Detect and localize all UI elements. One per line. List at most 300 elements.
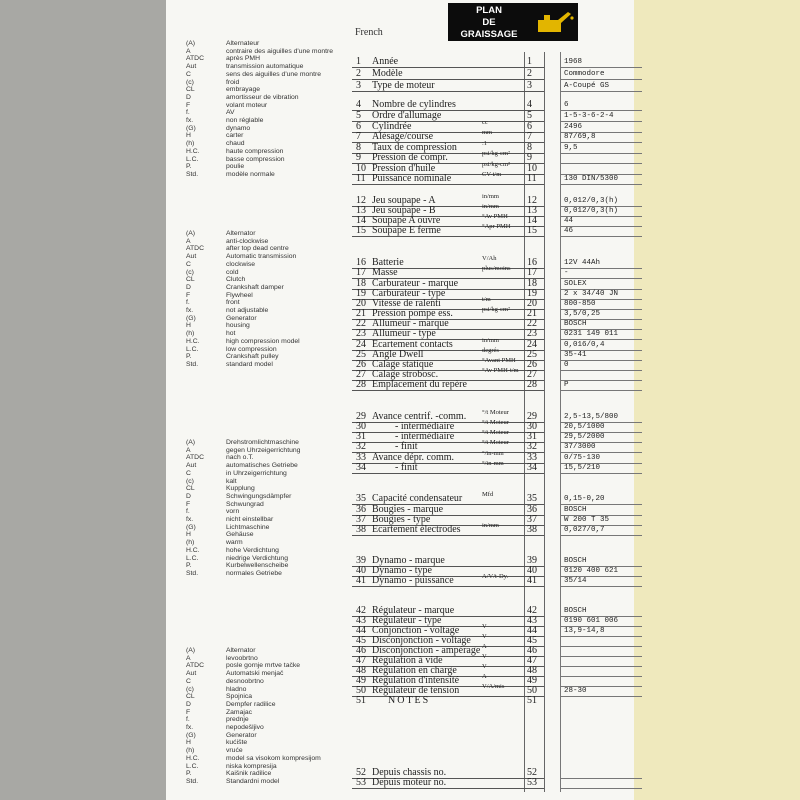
legend-abbreviation: L.C. bbox=[186, 345, 199, 353]
row-number-right: 31 bbox=[527, 431, 537, 442]
row-number-right: 19 bbox=[527, 288, 537, 299]
row-number: 52 bbox=[356, 767, 366, 778]
legend-meaning: levoobrtno bbox=[226, 654, 258, 662]
legend-abbreviation: ATDC bbox=[186, 245, 204, 253]
row-rule bbox=[560, 79, 642, 80]
legend-meaning: contraire des aiguilles d'une montre bbox=[226, 47, 334, 55]
row-number: 13 bbox=[356, 205, 366, 216]
row-rule bbox=[524, 788, 544, 789]
row-unit: degrés bbox=[482, 347, 499, 354]
row-number: 2 bbox=[356, 68, 361, 79]
spec-row bbox=[0, 69, 800, 79]
row-value: 130 DIN/5300 bbox=[564, 175, 619, 183]
spec-row bbox=[0, 171, 800, 184]
row-rule bbox=[524, 91, 544, 92]
row-number-right: 12 bbox=[527, 195, 537, 206]
row-value: 35-41 bbox=[564, 351, 587, 359]
legend-abbreviation: ATDC bbox=[186, 662, 204, 670]
spec-row bbox=[0, 439, 800, 452]
row-rule bbox=[524, 236, 544, 237]
legend-abbreviation: P. bbox=[186, 353, 192, 361]
legend-abbreviation: CL bbox=[186, 693, 195, 701]
row-number-right: 48 bbox=[527, 665, 537, 676]
legend-meaning: Spojnica bbox=[226, 693, 253, 701]
row-number: 38 bbox=[356, 524, 366, 535]
legend-abbreviation: Std. bbox=[186, 777, 199, 785]
row-number: 37 bbox=[356, 514, 366, 525]
row-label: Régulateur de tension bbox=[372, 685, 460, 696]
legend-meaning: kalt bbox=[226, 477, 237, 485]
legend-meaning: vruće bbox=[226, 747, 243, 755]
legend-abbreviation: H bbox=[186, 322, 191, 330]
row-rule bbox=[560, 184, 642, 185]
row-rule bbox=[352, 236, 524, 237]
legend-meaning: front bbox=[226, 299, 240, 307]
row-number-right: 21 bbox=[527, 308, 537, 319]
row-unit: V bbox=[482, 663, 487, 670]
row-unit: V/A/mis bbox=[482, 683, 505, 690]
legend-abbreviation: f. bbox=[186, 716, 190, 724]
row-number-right: 36 bbox=[527, 504, 537, 515]
row-rule bbox=[352, 184, 524, 185]
spec-row bbox=[0, 696, 800, 706]
row-number-right: 11 bbox=[527, 173, 537, 184]
legend-meaning: desnoobrtno bbox=[226, 677, 264, 685]
row-unit: psi/kg-cm² bbox=[482, 306, 510, 313]
legend-meaning: haute compression bbox=[226, 147, 284, 155]
row-label: Soupape A ouvre bbox=[372, 215, 441, 226]
row-unit: mm bbox=[482, 129, 493, 136]
row-number: 30 bbox=[356, 421, 366, 432]
legend-meaning: prednje bbox=[226, 716, 249, 724]
row-label: Masse bbox=[372, 267, 398, 278]
badge-line-2: DE bbox=[482, 17, 496, 28]
legend-abbreviation: A bbox=[186, 654, 191, 662]
row-value: BOSCH bbox=[564, 506, 587, 514]
row-unit: °Avant PMH bbox=[482, 357, 516, 364]
spec-row bbox=[0, 522, 800, 535]
legend-abbreviation: f. bbox=[186, 299, 190, 307]
row-label: Régulateur - type bbox=[372, 615, 442, 626]
row-number: 24 bbox=[356, 339, 366, 350]
legend-abbreviation: L.C. bbox=[186, 155, 199, 163]
row-value: 15,5/210 bbox=[564, 464, 601, 472]
row-value: 87/69,8 bbox=[564, 133, 596, 141]
row-unit: :1 bbox=[482, 140, 488, 147]
row-unit: in/mm bbox=[482, 337, 499, 344]
row-label: Type de moteur bbox=[372, 80, 435, 91]
row-value: 2496 bbox=[564, 123, 583, 131]
row-number-right: 25 bbox=[527, 349, 537, 360]
row-number-right: 2 bbox=[527, 68, 532, 79]
row-label: Conjonction - voltage bbox=[372, 625, 460, 636]
row-label: Modèle bbox=[372, 68, 403, 79]
row-label: - finit bbox=[395, 441, 418, 452]
row-unit: in/mm bbox=[482, 193, 499, 200]
legend-meaning: dynamo bbox=[226, 124, 251, 132]
row-number: 1 bbox=[356, 56, 361, 67]
row-label: Angle Dwell bbox=[372, 349, 424, 360]
row-number-right: 44 bbox=[527, 625, 537, 636]
row-number: 23 bbox=[356, 328, 366, 339]
row-number: 51 bbox=[356, 695, 366, 706]
row-number: 27 bbox=[356, 369, 366, 380]
row-unit: °/t Moteur bbox=[482, 429, 509, 436]
row-value: 1-5-3-6-2-4 bbox=[564, 112, 614, 120]
legend-abbreviation: D bbox=[186, 492, 191, 500]
row-number: 35 bbox=[356, 493, 366, 504]
row-label: Bougies - type bbox=[372, 514, 431, 525]
row-number: 18 bbox=[356, 278, 366, 289]
legend-abbreviation: (c) bbox=[186, 477, 194, 485]
legend-abbreviation: (h) bbox=[186, 539, 195, 547]
row-label: Allumeur - marque bbox=[372, 318, 449, 329]
legend-meaning: warm bbox=[226, 539, 243, 547]
legend-meaning: Clutch bbox=[226, 276, 246, 284]
row-value: 29,5/2000 bbox=[564, 433, 605, 441]
legend-abbreviation: (G) bbox=[186, 124, 196, 132]
row-label: Pression d'huile bbox=[372, 163, 436, 174]
row-value: 1968 bbox=[564, 58, 583, 66]
legend-meaning: après PMH bbox=[226, 55, 260, 63]
row-number: 50 bbox=[356, 685, 366, 696]
row-rule bbox=[560, 788, 642, 789]
row-number-right: 46 bbox=[527, 645, 537, 656]
row-number: 42 bbox=[356, 605, 366, 616]
legend-meaning: in Uhrzeigerrichtung bbox=[226, 469, 287, 477]
row-number-right: 49 bbox=[527, 675, 537, 686]
legend-abbreviation: (A) bbox=[186, 647, 196, 654]
legend-abbreviation: C bbox=[186, 469, 191, 477]
row-value: 28-30 bbox=[564, 687, 587, 695]
row-rule bbox=[524, 473, 544, 474]
row-unit: in/mm bbox=[482, 203, 499, 210]
row-number: 31 bbox=[356, 431, 366, 442]
row-unit: °/t Moteur bbox=[482, 419, 509, 426]
row-label: - intermédiaire bbox=[395, 421, 455, 432]
row-label: Carburateur - marque bbox=[372, 278, 459, 289]
legend-meaning: Crankshaft pulley bbox=[226, 353, 279, 361]
row-label: Ecartement contacts bbox=[372, 339, 453, 350]
row-label: Nombre de cylindres bbox=[372, 99, 456, 110]
row-unit: °/t Moteur bbox=[482, 409, 509, 416]
spec-row bbox=[0, 329, 800, 339]
legend-abbreviation: H.C. bbox=[186, 337, 200, 345]
legend-meaning: amortisseur de vibration bbox=[226, 93, 299, 101]
row-label: Régulation à vide bbox=[372, 655, 443, 666]
badge-line-1: PLAN bbox=[476, 5, 502, 16]
row-value: SOLEX bbox=[564, 280, 587, 288]
row-number: 41 bbox=[356, 575, 366, 586]
legend-meaning: kućište bbox=[226, 739, 248, 747]
row-number-right: 26 bbox=[527, 359, 537, 370]
row-number: 22 bbox=[356, 318, 366, 329]
row-rule bbox=[560, 390, 642, 391]
row-number: 10 bbox=[356, 163, 366, 174]
legend-meaning: Crankshaft damper bbox=[226, 283, 284, 291]
legend-abbreviation: fx. bbox=[186, 307, 194, 315]
row-label: Capacité condensateur bbox=[372, 493, 463, 504]
legend-meaning: Automatic transmission bbox=[226, 253, 297, 261]
legend-meaning: non réglable bbox=[226, 117, 264, 125]
legend-abbreviation: H.C. bbox=[186, 546, 200, 554]
row-number-right: 47 bbox=[527, 655, 537, 666]
legend-meaning: basse compression bbox=[226, 155, 285, 163]
legend-meaning: modèle normale bbox=[226, 170, 275, 178]
row-value: W 200 T 35 bbox=[564, 516, 610, 524]
row-number: 14 bbox=[356, 215, 366, 226]
legend-meaning: model sa visokom kompresijom bbox=[226, 754, 321, 762]
row-value: 0,012/0,3(h) bbox=[564, 197, 619, 205]
legend-abbreviation: A bbox=[186, 446, 191, 454]
legend-abbreviation: (A) bbox=[186, 230, 196, 237]
row-number: 16 bbox=[356, 257, 366, 268]
legend-meaning: anti-clockwise bbox=[226, 237, 269, 245]
row-value: 0 bbox=[564, 361, 569, 369]
row-number: 49 bbox=[356, 675, 366, 686]
row-rule bbox=[524, 184, 544, 185]
row-number-right: 4 bbox=[527, 99, 532, 110]
row-unit: °Av PMH-t/m bbox=[482, 367, 519, 374]
row-label: Bougies - marque bbox=[372, 504, 444, 515]
legend-meaning: vorn bbox=[226, 508, 240, 516]
legend-abbreviation: (G) bbox=[186, 731, 196, 739]
row-rule bbox=[524, 586, 544, 587]
row-number-right: 3 bbox=[527, 80, 532, 91]
legend-meaning: Flywheel bbox=[226, 291, 253, 299]
row-unit: °Av PMH bbox=[482, 213, 508, 220]
row-label: Avance dépr. comm. bbox=[372, 452, 455, 463]
row-number: 34 bbox=[356, 462, 366, 473]
row-number: 26 bbox=[356, 359, 366, 370]
legend-abbreviation: ATDC bbox=[186, 454, 204, 462]
legend-meaning: volant moteur bbox=[226, 101, 268, 109]
row-number: 8 bbox=[356, 142, 361, 153]
row-unit: Mfd bbox=[482, 491, 494, 498]
row-number-right: 30 bbox=[527, 421, 537, 432]
row-label: Allumeur - type bbox=[372, 328, 436, 339]
row-number-right: 18 bbox=[527, 278, 537, 289]
row-value: 37/3000 bbox=[564, 443, 596, 451]
spec-row bbox=[0, 223, 800, 236]
row-value: 800-850 bbox=[564, 300, 596, 308]
row-label: Alésage/course bbox=[372, 131, 434, 142]
row-value: 12V 44Ah bbox=[564, 259, 601, 267]
row-number: 32 bbox=[356, 441, 366, 452]
row-number: 48 bbox=[356, 665, 366, 676]
row-label: Pression de compr. bbox=[372, 152, 448, 163]
legend-abbreviation: Aut bbox=[186, 253, 197, 261]
row-unit: A bbox=[482, 673, 487, 680]
row-number-right: 22 bbox=[527, 318, 537, 329]
legend-meaning: hladno bbox=[226, 685, 247, 693]
row-unit: °Apr PMH bbox=[482, 223, 511, 230]
legend-abbreviation: C bbox=[186, 70, 191, 78]
row-unit: A bbox=[482, 643, 487, 650]
legend-abbreviation: f. bbox=[186, 508, 190, 516]
row-value: 6 bbox=[564, 101, 569, 109]
row-label: Avance centrif. -comm. bbox=[372, 411, 467, 422]
legend-meaning: AV bbox=[226, 109, 235, 117]
legend-meaning: embrayage bbox=[226, 86, 261, 94]
row-number-right: 24 bbox=[527, 339, 537, 350]
legend-abbreviation: F bbox=[186, 291, 191, 299]
row-number: 6 bbox=[356, 121, 361, 132]
spec-row bbox=[0, 100, 800, 110]
legend-meaning: Schwungrad bbox=[226, 500, 264, 508]
legend-abbreviation: Aut bbox=[186, 462, 197, 470]
row-unit: V bbox=[482, 633, 487, 640]
legend-meaning: Kurbelwellenscheibe bbox=[226, 562, 289, 570]
legend-abbreviation: (c) bbox=[186, 268, 194, 276]
row-number-right: 15 bbox=[527, 225, 537, 236]
row-value: - bbox=[564, 269, 569, 277]
legend-abbreviation: D bbox=[186, 93, 191, 101]
legend-meaning: nicht einstellbar bbox=[226, 516, 274, 524]
legend-abbreviation: ATDC bbox=[186, 55, 204, 63]
legend-meaning: cold bbox=[226, 268, 239, 276]
row-number-right: 39 bbox=[527, 555, 537, 566]
legend-meaning: Generator bbox=[226, 314, 257, 322]
row-number-right: 29 bbox=[527, 411, 537, 422]
spec-row bbox=[0, 265, 800, 278]
row-value: 0,027/0,7 bbox=[564, 526, 605, 534]
row-value: 3,5/0,25 bbox=[564, 310, 601, 318]
legend-abbreviation: Aut bbox=[186, 63, 197, 71]
row-label: Carburateur - type bbox=[372, 288, 446, 299]
legend-meaning: Kaišnik radilice bbox=[226, 770, 272, 778]
row-value: 9,5 bbox=[564, 144, 578, 152]
legend-abbreviation: fx. bbox=[186, 117, 194, 125]
spec-row bbox=[0, 380, 800, 390]
row-label: Ordre d'allumage bbox=[372, 110, 442, 121]
row-number-right: 28 bbox=[527, 379, 537, 390]
row-number-right: 5 bbox=[527, 110, 532, 121]
row-number-right: 43 bbox=[527, 615, 537, 626]
legend-abbreviation: C bbox=[186, 677, 191, 685]
row-value: 0,15-0,20 bbox=[564, 495, 605, 503]
row-rule bbox=[560, 236, 642, 237]
legend-abbreviation: Std. bbox=[186, 569, 199, 577]
legend-meaning: Alternateur bbox=[226, 40, 260, 47]
row-number: 28 bbox=[356, 379, 366, 390]
legend-meaning: Gehäuse bbox=[226, 531, 254, 539]
row-label: - intermédiaire bbox=[395, 431, 455, 442]
row-unit: V bbox=[482, 623, 487, 630]
row-number: 19 bbox=[356, 288, 366, 299]
row-number-right: 8 bbox=[527, 142, 532, 153]
legend-abbreviation: D bbox=[186, 283, 191, 291]
legend-meaning: Lichtmaschine bbox=[226, 523, 270, 531]
row-number-right: 45 bbox=[527, 635, 537, 646]
legend-abbreviation: P. bbox=[186, 770, 192, 778]
legend-abbreviation: C bbox=[186, 260, 191, 268]
row-number: 36 bbox=[356, 504, 366, 515]
row-number-right: 35 bbox=[527, 493, 537, 504]
row-label: NOTES bbox=[388, 695, 431, 706]
row-number: 4 bbox=[356, 99, 361, 110]
row-label: Jeu soupape - B bbox=[372, 205, 436, 216]
row-unit: CV-t/m bbox=[482, 171, 502, 178]
row-value: P bbox=[564, 381, 569, 389]
row-number: 29 bbox=[356, 411, 366, 422]
row-number-right: 10 bbox=[527, 163, 537, 174]
row-number: 40 bbox=[356, 565, 366, 576]
legend-meaning: chaud bbox=[226, 140, 245, 148]
legend-meaning: niedrige Verdichtung bbox=[226, 554, 288, 562]
row-number: 47 bbox=[356, 655, 366, 666]
row-label: Batterie bbox=[372, 257, 404, 268]
legend-abbreviation: P. bbox=[186, 562, 192, 570]
legend-meaning: high compression model bbox=[226, 337, 300, 345]
row-number-right: 20 bbox=[527, 298, 537, 309]
row-unit: psi/kg-cm² bbox=[482, 161, 510, 168]
spec-row bbox=[0, 778, 800, 788]
row-rule bbox=[352, 91, 524, 92]
row-number: 33 bbox=[356, 452, 366, 463]
row-number-right: 23 bbox=[527, 328, 537, 339]
row-number-right: 42 bbox=[527, 605, 537, 616]
row-number: 39 bbox=[356, 555, 366, 566]
row-unit: plus/moins bbox=[482, 265, 511, 272]
spec-row bbox=[0, 129, 800, 142]
row-rule bbox=[524, 390, 544, 391]
legend-abbreviation: H bbox=[186, 739, 191, 747]
row-value: 0231 149 011 bbox=[564, 330, 619, 338]
row-number-right: 53 bbox=[527, 777, 537, 788]
legend-meaning: after top dead centre bbox=[226, 245, 289, 253]
row-unit: °/in-mm bbox=[482, 460, 504, 467]
row-label: - finit bbox=[395, 462, 418, 473]
row-label: Dynamo - marque bbox=[372, 555, 445, 566]
legend-abbreviation: F bbox=[186, 500, 191, 508]
legend-meaning: low compression bbox=[226, 345, 277, 353]
row-number-right: 38 bbox=[527, 524, 537, 535]
row-label: Cylindrée bbox=[372, 121, 412, 132]
row-value: BOSCH bbox=[564, 320, 587, 328]
row-label: Année bbox=[372, 56, 399, 67]
row-label: Dynamo - puissance bbox=[372, 575, 454, 586]
legend-abbreviation: (G) bbox=[186, 314, 196, 322]
row-number: 15 bbox=[356, 225, 366, 236]
legend-meaning: hohe Verdichtung bbox=[226, 546, 279, 554]
row-label: Disconjonction - ampérage bbox=[372, 645, 481, 656]
row-value: 44 bbox=[564, 217, 574, 225]
legend-meaning: Drehstromlichtmaschine bbox=[226, 439, 299, 446]
legend-abbreviation: (G) bbox=[186, 523, 196, 531]
row-unit: V bbox=[482, 653, 487, 660]
row-number-right: 51 bbox=[527, 695, 537, 706]
row-value: 13,9-14,8 bbox=[564, 627, 605, 635]
row-value: A-Coupé GS bbox=[564, 82, 610, 90]
row-number: 9 bbox=[356, 152, 361, 163]
legend-abbreviation: H.C. bbox=[186, 754, 200, 762]
legend-abbreviation: A bbox=[186, 47, 191, 55]
legend-abbreviation: fx. bbox=[186, 516, 194, 524]
legend-abbreviation: Std. bbox=[186, 360, 199, 368]
row-number: 3 bbox=[356, 80, 361, 91]
row-label: Depuis chassis no. bbox=[372, 767, 447, 778]
row-number-right: 9 bbox=[527, 152, 532, 163]
row-number: 20 bbox=[356, 298, 366, 309]
row-value: 46 bbox=[564, 227, 574, 235]
legend-meaning: niska kompresija bbox=[226, 762, 277, 770]
legend-abbreviation: (A) bbox=[186, 40, 196, 47]
legend-abbreviation: F bbox=[186, 101, 191, 109]
row-number: 11 bbox=[356, 173, 366, 184]
legend-meaning: not adjustable bbox=[226, 307, 269, 315]
legend-abbreviation: (h) bbox=[186, 330, 195, 338]
